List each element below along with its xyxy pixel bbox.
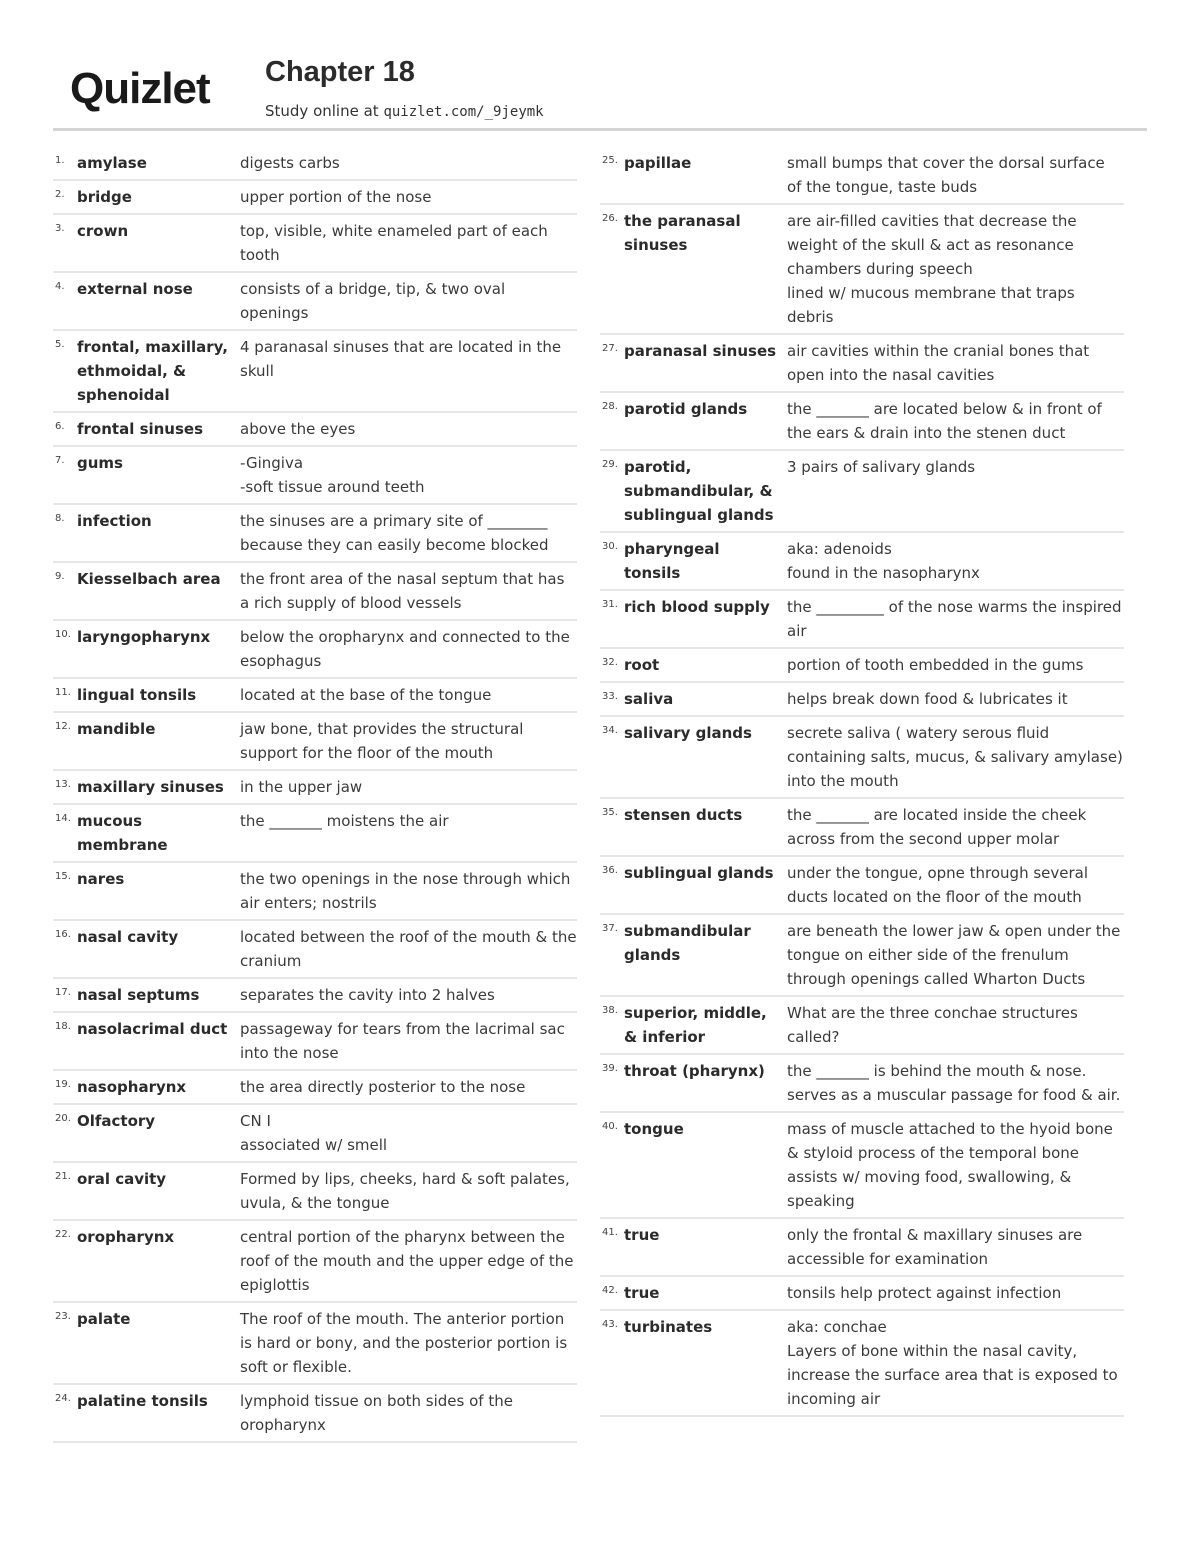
term-row <box>53 563 577 621</box>
term-number: 28. <box>602 401 618 412</box>
term-number: 33. <box>602 691 618 702</box>
term-name: nasolacrimal duct <box>77 1020 228 1038</box>
term-row <box>53 447 577 505</box>
term-row <box>53 1303 577 1385</box>
term-definition: secrete saliva ( watery serous fluid containing salts, mucus, & salivary amylase) into the mouth <box>787 724 1123 790</box>
term-definition: the _________ of the nose warms the inspired air <box>787 598 1122 640</box>
term-name: frontal, maxillary, ethmoidal, & sphenoidal <box>77 338 228 404</box>
term-definition: digests carbs <box>240 154 340 172</box>
term-name: amylase <box>77 154 147 172</box>
term-number: 41. <box>602 1227 618 1238</box>
term-name: crown <box>77 222 129 240</box>
term-row <box>600 1055 1124 1113</box>
term-name: parotid, submandibular, & sublingual glands <box>624 458 774 524</box>
term-number: 2. <box>55 189 65 200</box>
term-name: palate <box>77 1310 131 1328</box>
term-row <box>53 713 577 771</box>
term-row <box>600 997 1124 1055</box>
term-name: nasal septums <box>77 986 200 1004</box>
term-name: lingual tonsils <box>77 686 197 704</box>
term-definition: air cavities within the cranial bones that open into the nasal cavities <box>787 342 1090 384</box>
term-number: 43. <box>602 1319 618 1330</box>
term-row <box>53 805 577 863</box>
term-name: papillae <box>624 154 692 172</box>
term-definition: under the tongue, opne through several ducts located on the floor of the mouth <box>787 864 1089 906</box>
term-row <box>600 649 1124 683</box>
term-number: 3. <box>55 223 65 234</box>
term-definition: 3 pairs of salivary glands <box>787 458 976 476</box>
term-number: 12. <box>55 721 71 732</box>
term-name: root <box>624 656 660 674</box>
term-number: 38. <box>602 1005 618 1016</box>
term-row <box>600 147 1124 205</box>
term-row <box>53 1105 577 1163</box>
term-number: 29. <box>602 459 618 470</box>
term-definition: located between the roof of the mouth & the cranium <box>240 928 577 970</box>
term-number: 32. <box>602 657 618 668</box>
term-number: 6. <box>55 421 65 432</box>
study-url-link[interactable]: quizlet.com/_9jeymk <box>383 104 544 120</box>
right-term-list <box>600 147 1124 1417</box>
term-row <box>600 451 1124 533</box>
term-row <box>53 505 577 563</box>
term-name: mucous membrane <box>77 812 168 854</box>
term-row <box>600 1277 1124 1311</box>
term-number: 4. <box>55 281 65 292</box>
quizlet-logo: Quizlet <box>70 64 210 113</box>
term-definition: the sinuses are a primary site of ________ because they can easily become blocked <box>240 512 549 554</box>
term-row <box>53 331 577 413</box>
page-title: Chapter 18 <box>265 56 415 88</box>
term-number: 14. <box>55 813 71 824</box>
term-definition: only the frontal & maxillary sinuses are accessible for examination <box>787 1226 1083 1268</box>
term-definition: What are the three conchae structures called? <box>787 1004 1078 1046</box>
term-definition: aka: adenoids found in the nasopharynx <box>787 540 980 582</box>
term-name: infection <box>77 512 152 530</box>
term-definition: are beneath the lower jaw & open under the tongue on either side of the frenulum through openings called Wharton Ducts <box>787 922 1121 988</box>
term-definition: the two openings in the nose through which air enters; nostrils <box>240 870 571 912</box>
term-number: 16. <box>55 929 71 940</box>
term-name: turbinates <box>624 1318 713 1336</box>
term-name: Olfactory <box>77 1112 156 1130</box>
term-definition: lymphoid tissue on both sides of the oropharynx <box>240 1392 513 1434</box>
term-number: 19. <box>55 1079 71 1090</box>
term-name: palatine tonsils <box>77 1392 208 1410</box>
term-row <box>53 979 577 1013</box>
term-row <box>53 181 577 215</box>
term-row <box>53 1013 577 1071</box>
term-row <box>600 683 1124 717</box>
term-number: 25. <box>602 155 618 166</box>
term-number: 36. <box>602 865 618 876</box>
term-number: 15. <box>55 871 71 882</box>
term-name: nares <box>77 870 125 888</box>
term-name: gums <box>77 454 123 472</box>
term-definition: upper portion of the nose <box>240 188 432 206</box>
study-online-line <box>265 102 544 120</box>
term-row <box>600 335 1124 393</box>
term-name: oral cavity <box>77 1170 167 1188</box>
term-name: Kiesselbach area <box>77 570 221 588</box>
term-name: pharyngeal tonsils <box>624 540 720 582</box>
term-definition: portion of tooth embedded in the gums <box>787 656 1084 674</box>
term-definition: aka: conchae Layers of bone within the nasal cavity, increase the surface area that is exposed to incoming air <box>787 1318 1118 1408</box>
term-definition: CN I associated w/ smell <box>240 1112 388 1154</box>
term-definition: small bumps that cover the dorsal surface of the tongue, taste buds <box>787 154 1105 196</box>
term-name: superior, middle, & inferior <box>624 1004 767 1046</box>
term-number: 21. <box>55 1171 71 1182</box>
term-number: 18. <box>55 1021 71 1032</box>
term-row <box>53 1163 577 1221</box>
term-row <box>600 915 1124 997</box>
term-row <box>53 413 577 447</box>
term-name: nasopharynx <box>77 1078 187 1096</box>
term-name: submandibular glands <box>624 922 751 964</box>
term-name: laryngopharynx <box>77 628 211 646</box>
term-number: 17. <box>55 987 71 998</box>
term-name: rich blood supply <box>624 598 770 616</box>
term-row <box>600 857 1124 915</box>
term-number: 40. <box>602 1121 618 1132</box>
term-row <box>600 591 1124 649</box>
term-row <box>53 1385 577 1443</box>
term-definition: jaw bone, that provides the structural support for the floor of the mouth <box>240 720 524 762</box>
term-number: 26. <box>602 213 618 224</box>
term-number: 11. <box>55 687 71 698</box>
term-definition: the _______ are located inside the cheek across from the second upper molar <box>787 806 1087 848</box>
term-row <box>600 1113 1124 1219</box>
term-row <box>53 1071 577 1105</box>
left-term-list <box>53 147 577 1443</box>
term-number: 9. <box>55 571 65 582</box>
term-definition: 4 paranasal sinuses that are located in the skull <box>240 338 562 380</box>
term-number: 24. <box>55 1393 71 1404</box>
term-definition: in the upper jaw <box>240 778 363 796</box>
term-name: tongue <box>624 1120 684 1138</box>
term-definition: separates the cavity into 2 halves <box>240 986 495 1004</box>
term-name: saliva <box>624 690 674 708</box>
term-row <box>53 273 577 331</box>
term-number: 8. <box>55 513 65 524</box>
term-number: 22. <box>55 1229 71 1240</box>
term-row <box>53 147 577 181</box>
term-row <box>600 717 1124 799</box>
term-name: throat (pharynx) <box>624 1062 765 1080</box>
term-row <box>53 679 577 713</box>
term-definition: above the eyes <box>240 420 356 438</box>
term-row <box>53 921 577 979</box>
term-number: 30. <box>602 541 618 552</box>
study-prefix: Study online at <box>265 102 379 120</box>
term-definition: mass of muscle attached to the hyoid bone & styloid process of the temporal bone assists w/ moving food, swallowing, & speaking <box>787 1120 1113 1210</box>
term-name: sublingual glands <box>624 864 774 882</box>
term-number: 10. <box>55 629 71 640</box>
term-definition: tonsils help protect against infection <box>787 1284 1062 1302</box>
term-definition: are air-filled cavities that decrease the weight of the skull & act as resonance chambers during speech lined w/ mucous membrane that traps debris <box>787 212 1077 326</box>
term-row <box>600 205 1124 335</box>
term-name: external nose <box>77 280 193 298</box>
term-definition: Formed by lips, cheeks, hard & soft palates, uvula, & the tongue <box>240 1170 570 1212</box>
term-row <box>53 621 577 679</box>
term-definition: the front area of the nasal septum that has a rich supply of blood vessels <box>240 570 565 612</box>
term-number: 31. <box>602 599 618 610</box>
term-number: 13. <box>55 779 71 790</box>
term-definition: located at the base of the tongue <box>240 686 492 704</box>
term-definition: the _______ is behind the mouth & nose. serves as a muscular passage for food & air. <box>787 1062 1121 1104</box>
term-name: parotid glands <box>624 400 748 418</box>
header-divider <box>53 128 1147 131</box>
term-row <box>53 1221 577 1303</box>
term-row <box>53 215 577 273</box>
term-definition: consists of a bridge, tip, & two oval openings <box>240 280 506 322</box>
term-name: true <box>624 1226 660 1244</box>
term-row <box>600 1311 1124 1417</box>
term-definition: the area directly posterior to the nose <box>240 1078 526 1096</box>
term-name: salivary glands <box>624 724 752 742</box>
term-definition: -Gingiva -soft tissue around teeth <box>240 454 425 496</box>
term-number: 5. <box>55 339 65 350</box>
term-definition: helps break down food & lubricates it <box>787 690 1068 708</box>
term-definition: top, visible, white enameled part of each tooth <box>240 222 548 264</box>
term-number: 39. <box>602 1063 618 1074</box>
term-number: 37. <box>602 923 618 934</box>
term-row <box>600 393 1124 451</box>
term-row <box>600 533 1124 591</box>
term-definition: The roof of the mouth. The anterior portion is hard or bony, and the posterior portion is soft or flexible. <box>240 1310 568 1376</box>
term-name: the paranasal sinuses <box>624 212 741 254</box>
term-definition: the _______ moistens the air <box>240 812 449 830</box>
term-number: 23. <box>55 1311 71 1322</box>
term-number: 42. <box>602 1285 618 1296</box>
term-definition: central portion of the pharynx between the roof of the mouth and the upper edge of the epiglottis <box>240 1228 574 1294</box>
term-name: frontal sinuses <box>77 420 204 438</box>
term-row <box>53 771 577 805</box>
term-number: 34. <box>602 725 618 736</box>
term-definition: passageway for tears from the lacrimal sac into the nose <box>240 1020 565 1062</box>
term-row <box>600 799 1124 857</box>
term-definition: below the oropharynx and connected to the esophagus <box>240 628 570 670</box>
term-number: 7. <box>55 455 65 466</box>
term-number: 35. <box>602 807 618 818</box>
term-name: stensen ducts <box>624 806 743 824</box>
term-definition: the _______ are located below & in front of the ears & drain into the stenen duct <box>787 400 1102 442</box>
term-name: maxillary sinuses <box>77 778 224 796</box>
term-name: oropharynx <box>77 1228 175 1246</box>
term-number: 20. <box>55 1113 71 1124</box>
term-name: paranasal sinuses <box>624 342 777 360</box>
term-row <box>600 1219 1124 1277</box>
term-name: mandible <box>77 720 156 738</box>
term-name: bridge <box>77 188 132 206</box>
term-number: 1. <box>55 155 65 166</box>
term-number: 27. <box>602 343 618 354</box>
term-name: true <box>624 1284 660 1302</box>
term-name: nasal cavity <box>77 928 179 946</box>
term-row <box>53 863 577 921</box>
